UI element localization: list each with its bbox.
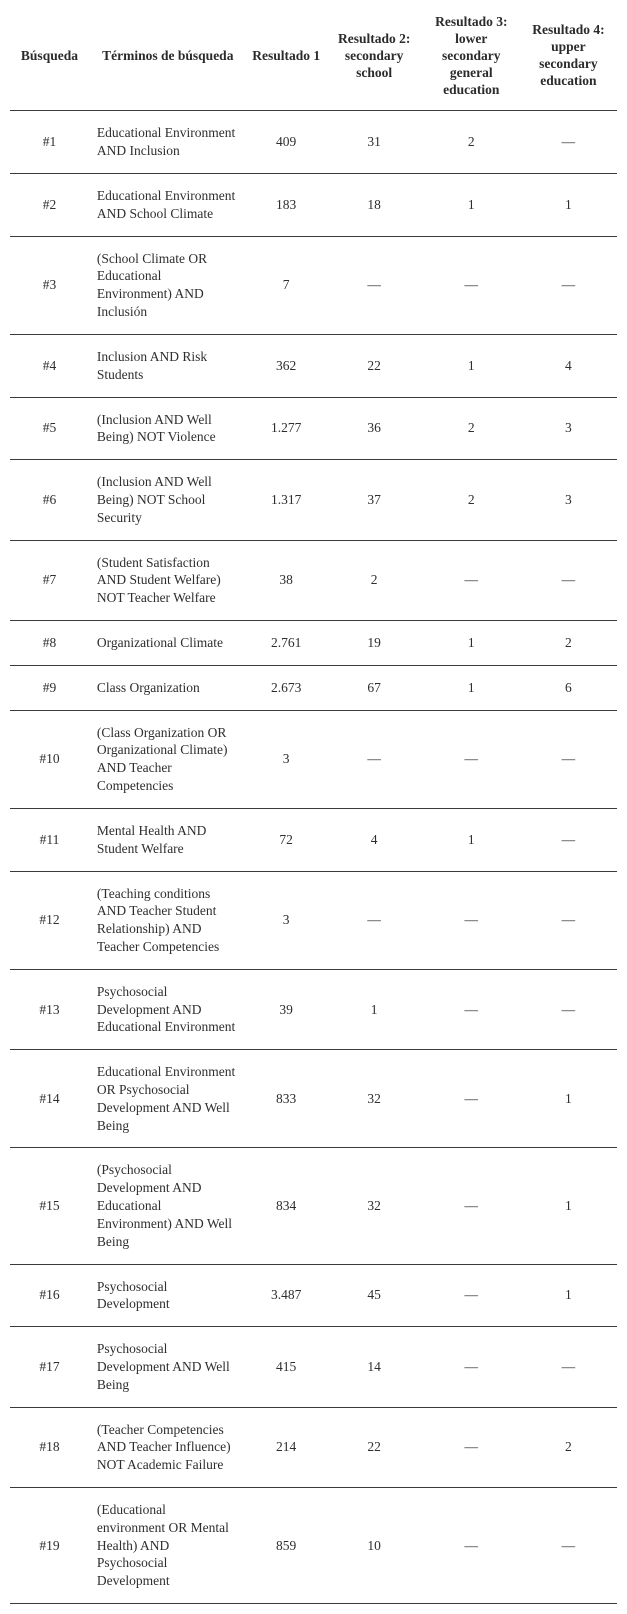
search-terms: (Class Organization OR Organizational Climate) AND Teacher Competencies: [89, 710, 247, 808]
table-row: [10, 236, 617, 334]
result-4: 1: [520, 1050, 617, 1148]
search-id: #9: [10, 665, 89, 710]
search-results-table: [10, 4, 617, 1604]
result-3: 2: [423, 111, 520, 174]
result-3: —: [423, 1407, 520, 1487]
result-4: —: [520, 111, 617, 174]
result-2: 10: [326, 1488, 423, 1604]
result-3: 1: [423, 621, 520, 666]
result-4: —: [520, 808, 617, 871]
search-terms: Educational Environment OR Psychosocial Development AND Well Being: [89, 1050, 247, 1148]
result-3: 2: [423, 460, 520, 540]
result-2: 2: [326, 540, 423, 620]
result-4: 4: [520, 334, 617, 397]
search-terms: (Inclusion AND Well Being) NOT School Security: [89, 460, 247, 540]
search-id: #14: [10, 1050, 89, 1148]
table-body: [10, 111, 617, 1604]
search-terms: (School Climate OR Educational Environment) AND Inclusión: [89, 236, 247, 334]
result-3: —: [423, 1050, 520, 1148]
result-1: 409: [247, 111, 326, 174]
search-terms: Educational Environment AND School Climate: [89, 174, 247, 237]
table-row: [10, 111, 617, 174]
column-header-5: Resultado 3: lower secondary general education: [423, 4, 520, 111]
result-3: 1: [423, 665, 520, 710]
table-row: [10, 1264, 617, 1327]
result-2: 22: [326, 1407, 423, 1487]
result-1: 183: [247, 174, 326, 237]
result-1: 362: [247, 334, 326, 397]
search-id: #16: [10, 1264, 89, 1327]
result-2: 4: [326, 808, 423, 871]
result-4: 1: [520, 1148, 617, 1264]
search-id: #1: [10, 111, 89, 174]
table-row: [10, 334, 617, 397]
column-header-1: Búsqueda: [10, 4, 89, 111]
result-3: —: [423, 1148, 520, 1264]
search-terms: (Educational environment OR Mental Health) AND Psychosocial Development: [89, 1488, 247, 1604]
search-terms: Psychosocial Development: [89, 1264, 247, 1327]
table-row: [10, 969, 617, 1049]
search-terms: Organizational Climate: [89, 621, 247, 666]
result-3: —: [423, 969, 520, 1049]
result-4: 2: [520, 621, 617, 666]
result-4: 6: [520, 665, 617, 710]
result-4: —: [520, 871, 617, 969]
table-row: [10, 665, 617, 710]
result-4: 2: [520, 1407, 617, 1487]
table-row: [10, 1488, 617, 1604]
search-id: #2: [10, 174, 89, 237]
result-1: 39: [247, 969, 326, 1049]
search-id: #19: [10, 1488, 89, 1604]
table-row: [10, 460, 617, 540]
table-header: [10, 4, 617, 111]
result-4: —: [520, 969, 617, 1049]
result-2: 14: [326, 1327, 423, 1407]
result-4: 3: [520, 397, 617, 460]
search-id: #3: [10, 236, 89, 334]
result-2: 32: [326, 1050, 423, 1148]
search-terms: Inclusion AND Risk Students: [89, 334, 247, 397]
column-header-3: Resultado 1: [247, 4, 326, 111]
column-header-4: Resultado 2: secondary school: [326, 4, 423, 111]
result-4: —: [520, 1488, 617, 1604]
table-row: [10, 621, 617, 666]
result-1: 1.277: [247, 397, 326, 460]
result-2: 67: [326, 665, 423, 710]
search-terms: Educational Environment AND Inclusion: [89, 111, 247, 174]
result-1: 834: [247, 1148, 326, 1264]
result-1: 833: [247, 1050, 326, 1148]
result-2: 36: [326, 397, 423, 460]
search-id: #17: [10, 1327, 89, 1407]
search-terms: Psychosocial Development AND Well Being: [89, 1327, 247, 1407]
search-id: #15: [10, 1148, 89, 1264]
table-row: [10, 808, 617, 871]
result-1: 1.317: [247, 460, 326, 540]
result-3: 2: [423, 397, 520, 460]
result-4: 3: [520, 460, 617, 540]
result-2: 37: [326, 460, 423, 540]
table-row: [10, 540, 617, 620]
search-id: #10: [10, 710, 89, 808]
result-1: 38: [247, 540, 326, 620]
result-1: 214: [247, 1407, 326, 1487]
column-header-6: Resultado 4: upper secondary education: [520, 4, 617, 111]
search-id: #8: [10, 621, 89, 666]
result-4: —: [520, 1327, 617, 1407]
table-row: [10, 1148, 617, 1264]
result-2: 1: [326, 969, 423, 1049]
result-1: 2.761: [247, 621, 326, 666]
result-3: —: [423, 1327, 520, 1407]
result-3: 1: [423, 174, 520, 237]
result-3: —: [423, 1488, 520, 1604]
table-row: [10, 710, 617, 808]
result-1: 2.673: [247, 665, 326, 710]
search-terms: (Teacher Competencies AND Teacher Influence) NOT Academic Failure: [89, 1407, 247, 1487]
search-id: #6: [10, 460, 89, 540]
table-row: [10, 1327, 617, 1407]
result-2: 22: [326, 334, 423, 397]
result-4: 1: [520, 1264, 617, 1327]
result-3: —: [423, 871, 520, 969]
result-1: 415: [247, 1327, 326, 1407]
search-id: #11: [10, 808, 89, 871]
result-4: 1: [520, 174, 617, 237]
result-3: 1: [423, 808, 520, 871]
search-id: #18: [10, 1407, 89, 1487]
search-id: #13: [10, 969, 89, 1049]
table-row: [10, 174, 617, 237]
result-3: —: [423, 1264, 520, 1327]
column-header-2: Términos de búsqueda: [89, 4, 247, 111]
result-1: 3: [247, 710, 326, 808]
table-row: [10, 1407, 617, 1487]
result-3: —: [423, 710, 520, 808]
result-4: —: [520, 540, 617, 620]
search-terms: (Psychosocial Development AND Educational Environment) AND Well Being: [89, 1148, 247, 1264]
search-terms: (Student Satisfaction AND Student Welfare) NOT Teacher Welfare: [89, 540, 247, 620]
result-1: 859: [247, 1488, 326, 1604]
table-row: [10, 1050, 617, 1148]
search-id: #12: [10, 871, 89, 969]
search-terms: Mental Health AND Student Welfare: [89, 808, 247, 871]
result-1: 3: [247, 871, 326, 969]
result-4: —: [520, 236, 617, 334]
result-2: 45: [326, 1264, 423, 1327]
search-id: #4: [10, 334, 89, 397]
result-2: 18: [326, 174, 423, 237]
table-row: [10, 397, 617, 460]
search-id: #7: [10, 540, 89, 620]
result-1: 7: [247, 236, 326, 334]
result-1: 3.487: [247, 1264, 326, 1327]
result-3: —: [423, 540, 520, 620]
search-terms: Psychosocial Development AND Educational Environment: [89, 969, 247, 1049]
result-2: —: [326, 710, 423, 808]
search-id: #5: [10, 397, 89, 460]
result-1: 72: [247, 808, 326, 871]
search-terms: (Teaching conditions AND Teacher Student Relationship) AND Teacher Competencies: [89, 871, 247, 969]
result-2: 32: [326, 1148, 423, 1264]
result-3: —: [423, 236, 520, 334]
table-head-row: [10, 4, 617, 111]
result-4: —: [520, 710, 617, 808]
result-3: 1: [423, 334, 520, 397]
result-2: —: [326, 236, 423, 334]
table-row: [10, 871, 617, 969]
result-2: 19: [326, 621, 423, 666]
search-terms: (Inclusion AND Well Being) NOT Violence: [89, 397, 247, 460]
search-terms: Class Organization: [89, 665, 247, 710]
result-2: —: [326, 871, 423, 969]
result-2: 31: [326, 111, 423, 174]
